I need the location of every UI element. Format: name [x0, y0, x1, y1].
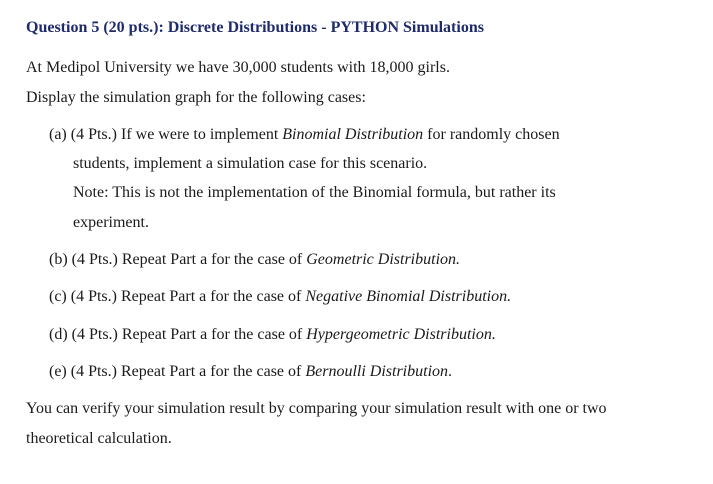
- part-b: [49, 251, 460, 269]
- part-a-note-cont: experiment.: [73, 214, 149, 231]
- part-e-term: Bernoulli Distribution: [305, 363, 449, 380]
- part-d-prefix: (d) (4 Pts.) Repeat Part a for the case of: [49, 326, 307, 343]
- part-a: [49, 126, 560, 144]
- part-e-suffix: .: [448, 363, 453, 380]
- closing-line-1: You can verify your simulation result by comparing your simulation result with one or two: [26, 400, 607, 417]
- part-a-term: Binomial Distribution: [282, 126, 424, 143]
- part-a-line-2: students, implement a simulation case for this scenario.: [73, 155, 428, 172]
- part-e: [49, 363, 452, 381]
- part-c-prefix: (c) (4 Pts.) Repeat Part a for the case of: [49, 288, 306, 305]
- part-b-term: Geometric Distribution.: [306, 251, 461, 268]
- part-d: [49, 326, 496, 344]
- part-a-prefix: (a) (4 Pts.) If we were to implement: [49, 126, 283, 143]
- intro-line-2: Display the simulation graph for the following cases:: [26, 89, 366, 106]
- question-title: Question 5 (20 pts.): Discrete Distributions - PYTHON Simulations: [26, 19, 484, 36]
- intro-line-1: At Medipol University we have 30,000 students with 18,000 girls.: [26, 59, 450, 76]
- part-c-term: Negative Binomial Distribution.: [305, 288, 512, 305]
- part-a-suffix: for randomly chosen: [423, 126, 560, 143]
- part-a-note: Note: This is not the implementation of the Binomial formula, but rather its: [73, 184, 556, 201]
- part-d-term: Hypergeometric Distribution.: [306, 326, 496, 343]
- part-e-prefix: (e) (4 Pts.) Repeat Part a for the case of: [49, 363, 306, 380]
- part-b-prefix: (b) (4 Pts.) Repeat Part a for the case of: [49, 251, 307, 268]
- part-c: [49, 288, 511, 306]
- closing-line-2: theoretical calculation.: [26, 430, 172, 447]
